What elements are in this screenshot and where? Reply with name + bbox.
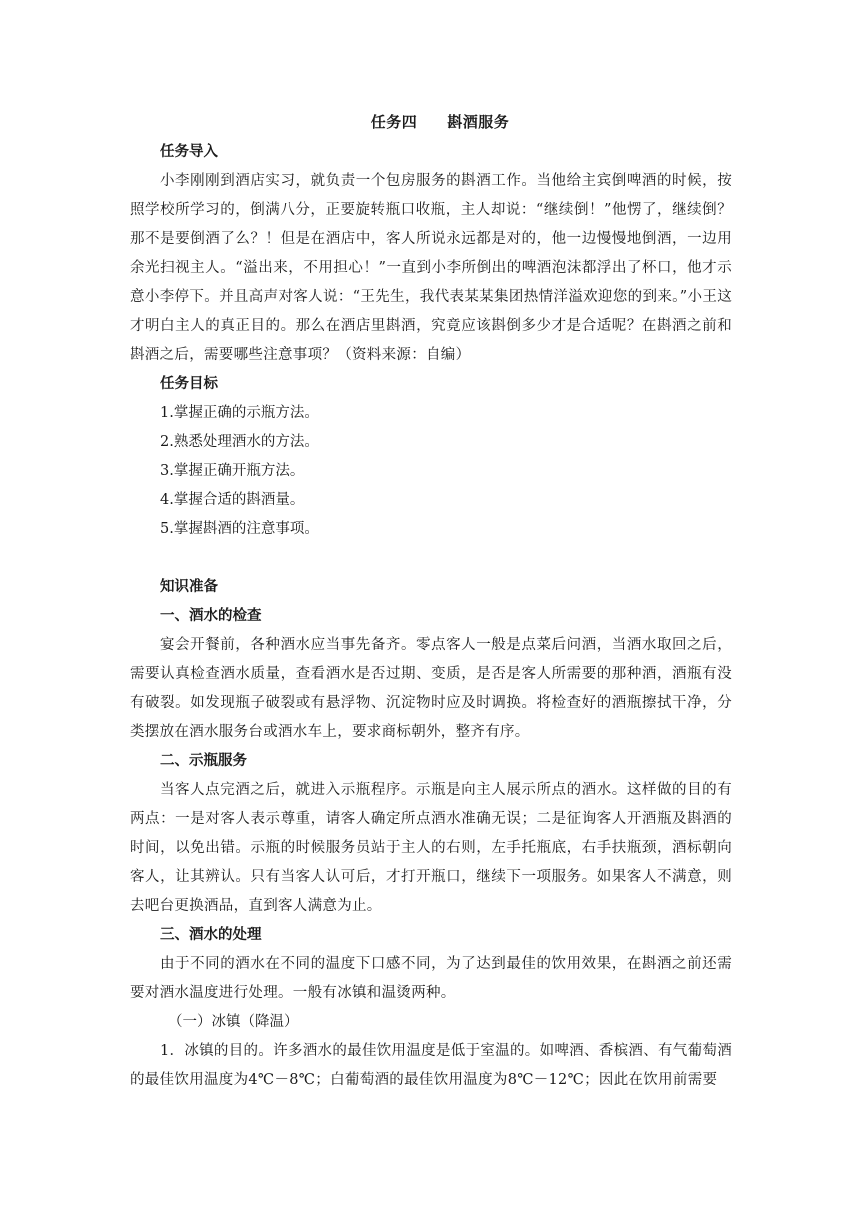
part2-paragraph: 当客人点完酒之后，就进入示瓶程序。示瓶是向主人展示所点的酒水。这样做的目的有两点：一是对客人表示尊重，请客人确定所点酒水准确无误；二是征询客人开酒瓶及斟酒的时间，以免出错。示瓶的时候服务员站于主人的右则，左手托瓶底，右手扶瓶颈，酒标朝向客人，让其辨认。只有当客人认可后，才打开瓶口，继续下一项服务。如果客人不满意，则去吧台更换酒品，直到客人满意为止。 xyxy=(130,782,732,914)
part1-paragraph: 宴会开餐前，各种酒水应当事先备齐。零点客人一般是点菜后问酒，当酒水取回之后，需要认真检查酒水质量，查看酒水是否过期、变质，是否是客人所需要的那种酒，酒瓶有没有破裂。如发现瓶子破裂或有悬浮物、沉淀物时应及时调换。将检查好的酒瓶擦拭干净，分类摆放在酒水服务台或酒水车上，要求商标朝外，整齐有序。 xyxy=(130,637,732,740)
part1-heading: 一、酒水的检查 xyxy=(160,608,262,624)
page-title xyxy=(130,108,732,137)
knowledge-heading: 知识准备 xyxy=(160,579,218,595)
intro-heading: 任务导入 xyxy=(160,144,218,160)
goal-item: 2.熟悉处理酒水的方法。 xyxy=(160,434,319,450)
goal-item: 1.掌握正确的示瓶方法。 xyxy=(160,405,319,421)
goal-item: 5.掌握斟酒的注意事项。 xyxy=(160,521,319,537)
title-task-name: 斟酒服务 xyxy=(447,113,510,131)
part2-heading: 二、示瓶服务 xyxy=(160,753,247,769)
sub1-heading: （一）冰镇（降温） xyxy=(168,1014,299,1030)
intro-paragraph: 小李刚刚到酒店实习，就负责一个包房服务的斟酒工作。当他给主宾倒啤酒的时候，按照学校所学习的，倒满八分，正要旋转瓶口收瓶，主人却说：“继续倒！”他愣了，继续倒？那不是要倒酒了么？！但是在酒店中，客人所说永远都是对的，他一边慢慢地倒酒，一边用余光扫视主人。“溢出来，不用担心！”一直到小李所倒出的啤酒泡沫都浮出了杯口，他才示意小李停下。并且高声对客人说：“王先生，我代表某某集团热情洋溢欢迎您的到来。”小王这才明白主人的真正目的。那么在酒店里斟酒，究竟应该斟倒多少才是合适呢？在斟酒之前和斟酒之后，需要哪些注意事项？（资料来源：自编） xyxy=(130,173,732,363)
goal-item: 4.掌握合适的斟酒量。 xyxy=(160,492,305,508)
goal-list xyxy=(130,399,732,544)
goal-heading: 任务目标 xyxy=(160,376,218,392)
goal-item: 3.掌握正确开瓶方法。 xyxy=(160,463,305,479)
part3-paragraph: 由于不同的酒水在不同的温度下口感不同，为了达到最佳的饮用效果，在斟酒之前还需要对酒水温度进行处理。一般有冰镇和温烫两种。 xyxy=(130,956,732,1001)
section-spacer xyxy=(130,544,732,573)
sub1-paragraph: 1．冰镇的目的。许多酒水的最佳饮用温度是低于室温的。如啤酒、香槟酒、有气葡萄酒的最佳饮用温度为4℃－8℃；白葡萄酒的最佳饮用温度为8℃－12℃；因此在饮用前需要 xyxy=(130,1043,732,1088)
document-body xyxy=(130,108,732,1095)
part3-heading: 三、酒水的处理 xyxy=(160,927,262,943)
title-task-number: 任务四 xyxy=(370,113,418,131)
